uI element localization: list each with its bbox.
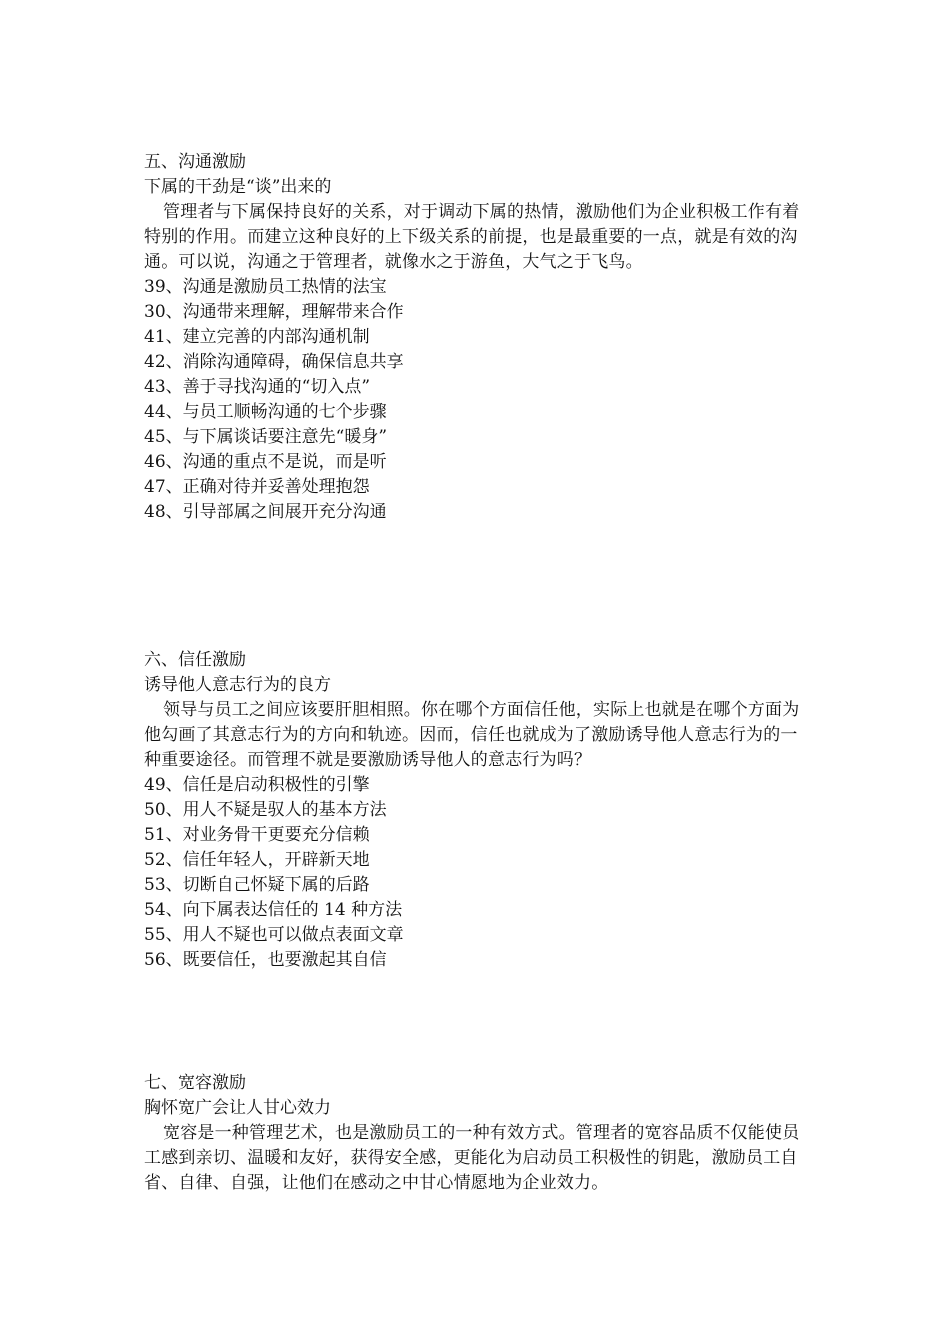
section-paragraph: 领导与员工之间应该要肝胆相照。你在哪个方面信任他，实际上也就是在哪个方面为他勾画了其意志行为的方向和轨迹。因而，信任也就成为了激励诱导他人意志行为的一种重要途径。而管理不就是要激励诱导他人的意志行为吗？ [144, 700, 800, 770]
list-item: 46、沟通的重点不是说，而是听 [144, 452, 387, 472]
section-heading: 五、沟通激励 [144, 152, 246, 172]
list-item: 49、信任是启动积极性的引擎 [144, 775, 370, 795]
list-item: 53、切断自己怀疑下属的后路 [144, 875, 370, 895]
topic-list [144, 773, 804, 973]
list-item: 42、消除沟通障碍，确保信息共享 [144, 352, 404, 372]
list-item: 54、向下属表达信任的 14 种方法 [144, 900, 403, 920]
list-item: 51、对业务骨干更要充分信赖 [144, 825, 370, 845]
topic-list [144, 275, 804, 525]
list-item: 55、用人不疑也可以做点表面文章 [144, 925, 404, 945]
section-subtitle: 下属的干劲是“谈”出来的 [144, 177, 332, 197]
section-heading: 六、信任激励 [144, 650, 246, 670]
section-trust [144, 648, 804, 973]
section-paragraph: 管理者与下属保持良好的关系，对于调动下属的热情，激励他们为企业积极工作有着特别的作用。而建立这种良好的上下级关系的前提，也是最重要的一点，就是有效的沟通。可以说，沟通之于管理者，就像水之于游鱼，大气之于飞鸟。 [144, 202, 800, 272]
list-item: 41、建立完善的内部沟通机制 [144, 327, 370, 347]
list-item: 48、引导部属之间展开充分沟通 [144, 502, 387, 522]
list-item: 44、与员工顺畅沟通的七个步骤 [144, 402, 387, 422]
section-heading: 七、宽容激励 [144, 1073, 246, 1093]
list-item: 43、善于寻找沟通的“切入点” [144, 377, 371, 397]
section-communication [144, 150, 804, 525]
section-subtitle: 诱导他人意志行为的良方 [144, 675, 331, 695]
list-item: 30、沟通带来理解，理解带来合作 [144, 302, 404, 322]
list-item: 52、信任年轻人，开辟新天地 [144, 850, 370, 870]
list-item: 50、用人不疑是驭人的基本方法 [144, 800, 387, 820]
section-paragraph: 宽容是一种管理艺术，也是激励员工的一种有效方式。管理者的宽容品质不仅能使员工感到亲切、温暖和友好，获得安全感，更能化为启动员工积极性的钥匙，激励员工自省、自律、自强，让他们在感动之中甘心情愿地为企业效力。 [144, 1123, 800, 1193]
list-item: 39、沟通是激励员工热情的法宝 [144, 277, 387, 297]
list-item: 47、正确对待并妥善处理抱怨 [144, 477, 370, 497]
section-subtitle: 胸怀宽广会让人甘心效力 [144, 1098, 331, 1118]
list-item: 45、与下属谈话要注意先“暖身” [144, 427, 388, 447]
section-tolerance [144, 1071, 804, 1196]
list-item: 56、既要信任，也要激起其自信 [144, 950, 387, 970]
